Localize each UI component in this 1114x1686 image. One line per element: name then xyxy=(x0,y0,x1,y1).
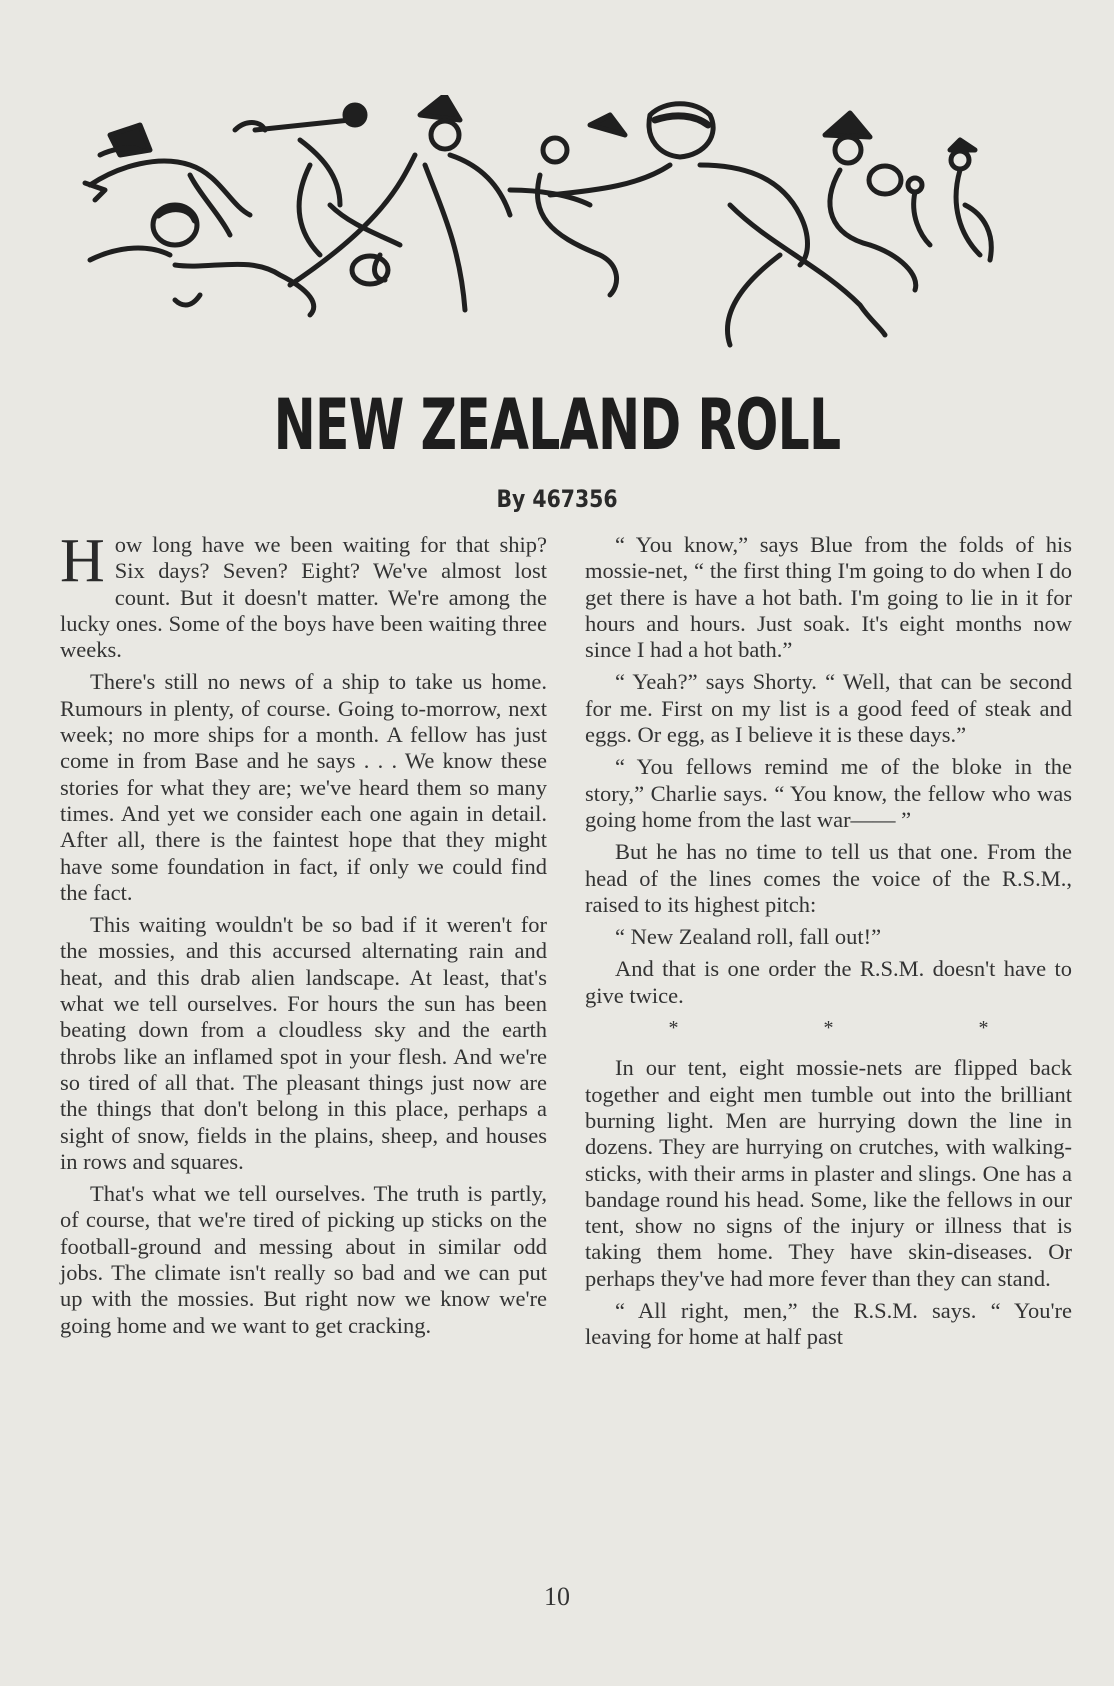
paragraph: In our tent, eight mossie-nets are flipped back together and eight men tumble out into the brilliant burning light. Men are hurrying down the line in dozens. They are hurrying on crutches, with walking-sticks, with their arms in plaster and slings. One has a bandage round his head. Some, like the fellows in our tent, show no signs of the injury or illness that is taking them home. They have skin-diseases. Or perhaps they've had more fever than they can stand. xyxy=(585,1055,1072,1291)
article-title: NEW ZEALAND ROLL xyxy=(273,384,841,466)
section-break: * * * xyxy=(668,1017,1059,1040)
paragraph: How long have we been waiting for that ship? Six days? Seven? Eight? We've almost lost count. But it doesn't matter. We're among the lucky ones. Some of the boys have been waiting three weeks. xyxy=(60,527,547,663)
distant-runners-figure xyxy=(908,140,991,260)
paragraph: “ You fellows remind me of the bloke in the story,” Charlie says. “ You know, the fellow who was going home from the last war—— ” xyxy=(585,754,1072,832)
byline: By 467356 xyxy=(496,485,618,513)
header-illustration xyxy=(80,95,1070,365)
paragraph: “ New Zealand roll, fall out!” xyxy=(615,924,882,950)
paragraph: There's still no news of a ship to take us home. Rumours in plenty, of course. Going to-morrow, next week; no more ships for a month. A fellow has just come in from Base and he says . . . We know these stories for what they are; we've heard them so many times. And yet we consider each one again in detail. After all, there is the faintest hope that they might have some foundation in fact, if only we could find the fact. xyxy=(60,669,547,905)
man-on-crutches-figure xyxy=(290,95,510,310)
paragraph: “ Yeah?” says Shorty. “ Well, that can be second for me. First on my list is a good feed of steak and eggs. Or egg, as I believe it is these days.” xyxy=(585,669,1072,748)
page-number: 10 xyxy=(544,1582,570,1611)
paragraph: But he has no time to tell us that one. From the head of the lines comes the voice of the R.S.M., raised to its highest pitch: xyxy=(585,839,1072,917)
drop-cap: H xyxy=(60,527,105,595)
paragraph: And that is one order the R.S.M. doesn't have to give twice. xyxy=(585,956,1072,1008)
paragraph: “ You know,” says Blue from the folds of his mossie-net, “ the first thing I'm going to do when I do get there is have a hot bath. I'm going to lie in it for hours and hours. Just soak. It's eight months now since I had a hot bath.” xyxy=(585,532,1072,663)
running-soldier-figure xyxy=(85,125,250,235)
man-losing-hat-figure xyxy=(510,115,625,295)
paragraph: “ All right, men,” the R.S.M. says. “ You're leaving for home at half past xyxy=(585,1298,1072,1350)
right-column xyxy=(585,532,1072,1357)
man-with-cane-figure xyxy=(235,105,400,255)
paragraph: This waiting wouldn't be so bad if it weren't for the mossies, and this accursed alternating rain and heat, and this drab alien landscape. At least, that's what we tell ourselves. For hours the sun has been beating down from a cloudless sky and the earth throbs like an inflamed spot in your flesh. And we're so tired of all that. The pleasant things just now are the things that don't belong in this place, perhaps a sight of snow, fields in the plains, sheep, and houses in rows and squares. xyxy=(60,912,547,1174)
left-column xyxy=(60,527,547,1345)
ball-carrier-figure xyxy=(825,113,916,290)
bandaged-man-figure xyxy=(90,205,314,315)
paragraph: That's what we tell ourselves. The truth is partly, of course, that we're tired of picking up sticks on the football-ground and messing about in similar odd jobs. The climate isn't really so bad and we can put up with the mossies. But right now we know we're going home and we want to get cracking. xyxy=(60,1181,547,1338)
